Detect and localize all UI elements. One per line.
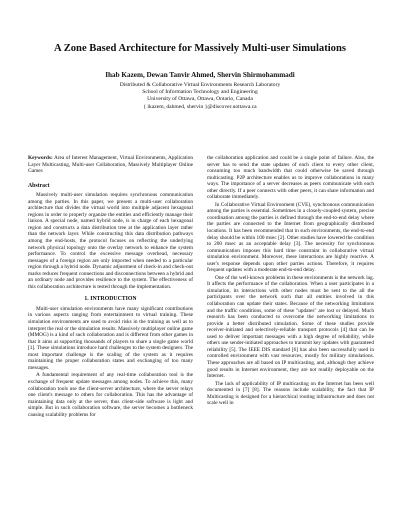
- affiliation-line: School of Information Technology and Engineering: [142, 89, 258, 96]
- body-paragraph: One of the well-known problems in these environments is the network lag. It affects the performance of the collaboration. When a user participates in a simulation, its interactions with other nodes must be sent to the all the participants over the network such that all entities involved in this collaboration can update their states. Because of the networking limitations and the traffic conditions, some of these "updates" are lost or delayed. Much research has been conducted to overcome the networking limitations to provide a better distributed simulation. Some of these studies provide receiver-initiated and selectively-reliable transport protocols [4] that can be used to deliver important messages with a high degree of reliability, while others use sender-initiated approaches to transmit key updates with guaranteed reliability [5]. The IEEE DIS standard [6] has also been successfully used in controlled environment with vast resources, mostly for military simulations. These approaches are all based on IP multicasting, and, although they achieve good results in Internet environment, they are not readily deployable on the Internet.: [207, 274, 374, 380]
- keywords-text: Area of Interest Management, Virtual Environments, Application Layer Multicasting, Multi-user Collaboration, Massively Multiplayer Online Games: [28, 155, 193, 175]
- right-column: [207, 155, 374, 408]
- body-paragraph: The lack of applicability of IP multicasting on the Internet has been well documented in [7] [8]. The reasons include scalability, the fact that IP Multicasting is designed for a hierarchical routing infrastructure and does not scale well in: [207, 380, 374, 407]
- affiliation-line: University of Ottawa, Ottawa, Ontario, Canada: [147, 96, 253, 103]
- body-paragraph: In Collaborative Virtual Environment (CVE), synchronous communication among the parties is essential. Sometimes in a closely-coupled system, precise coordination among the parties is defined through the end-to-end delay where the parties are connected to the Internet from geographically distributed locations. It has been recommended that in such environments, the end-to-end delay should be within 100 msec [2]. Other studies have lowered the condition to 200 msec as an acceptable delay [3]. The necessity for synchronous communication imposes this hard time constraint in collaborative virtual simulation environment. Moreover, these interactions are highly reactive. A user's response depends upon other parties actions. Therefore, it requires frequent updates with a moderate end-to-end delay.: [207, 201, 374, 274]
- keywords: [28, 155, 193, 175]
- paper-authors: Ihab Kazem, Dewan Tanvir Ahmed, Shervin Shirmohammadi: [105, 71, 295, 79]
- abstract-text: Massively multi-user simulation requires synchronous communication among the parties. In this paper, we present a multi-user collaboration architecture that divides the virtual world into multiple adjacent hexagonal regions in order to properly organize the entities and efficiently manage their liaison. A special node, named hybrid node, is in charge of each hexagonal region and constructs a data distribution tree at the application layer rather than the network layer. While constructing this data distribution pathways among the end-hosts, the protocol focuses on reflecting the underlying network physical topology onto the overlay network to enhance the system performance. To control the excessive message overhead, necessary messages of a foreign region are only imported when needed to a particular region through a hybrid node. Dynamic adjustment of check-in and check-out marks reduces frequent connections and disconnections between a hybrid and an ordinary node and provides resilience to the system. The effectiveness of this collaboration architecture is tested through the implementation.: [28, 192, 193, 290]
- author-emails: { ikazem, dahmed, shervin }@discover.uottawa.ca: [143, 103, 257, 110]
- abstract-heading: Abstract: [28, 182, 50, 189]
- introduction-heading: 1. INTRODUCTION: [84, 296, 137, 303]
- keywords-label: Keywords:: [28, 155, 53, 161]
- paper-title: A Zone Based Architecture for Massively Multi-user Simulations: [53, 43, 346, 54]
- body-paragraph: Multi-user simulation environments have many significant contributions in various aspects ranging from entertainment to virtual training. These simulation environments are used to avoid risks in the training as well as to interpret the real or the simulation results. Massively multiplayer online game (MMOG) is a kind of such collaboration and is different from other games in that it aims at supporting thousands of players to share a single game world [1]. These simulations introduce hard challenges to the system designers. The most important challenge is the scaling of the system as it requires maintaining the proper collaboration states and exchanging of too many messages.: [28, 305, 193, 371]
- body-paragraph: A fundamental requirement of any real-time collaboration tool is the exchange of frequent update messages among nodes. To achieve this, many collaboration tools use the client-server architecture, where the server relays one client's message to others for collaboration. This has the advantage of maintaining data only at the server, thus client-side software is light and simple. But in such collaboration software, the server becomes a bottleneck causing scalability problems for: [28, 372, 193, 418]
- affiliation-block: [0, 82, 400, 111]
- left-column: [28, 155, 193, 419]
- body-paragraph: the collaboration application and could be a single point of failure. Also, the server has to send the state updates of each client to every other client, consuming too much bandwidth that could otherwise be saved through multicasting. P2P architecture enables us to improve collaborations in many ways. The importance of a server decreases as peers communicate with each other directly. If a peer connects with other peers, it can share information and collaborate immediately.: [207, 155, 374, 201]
- affiliation-line: Distributed & Collaborative Virtual Environments Research Laboratory: [119, 82, 281, 88]
